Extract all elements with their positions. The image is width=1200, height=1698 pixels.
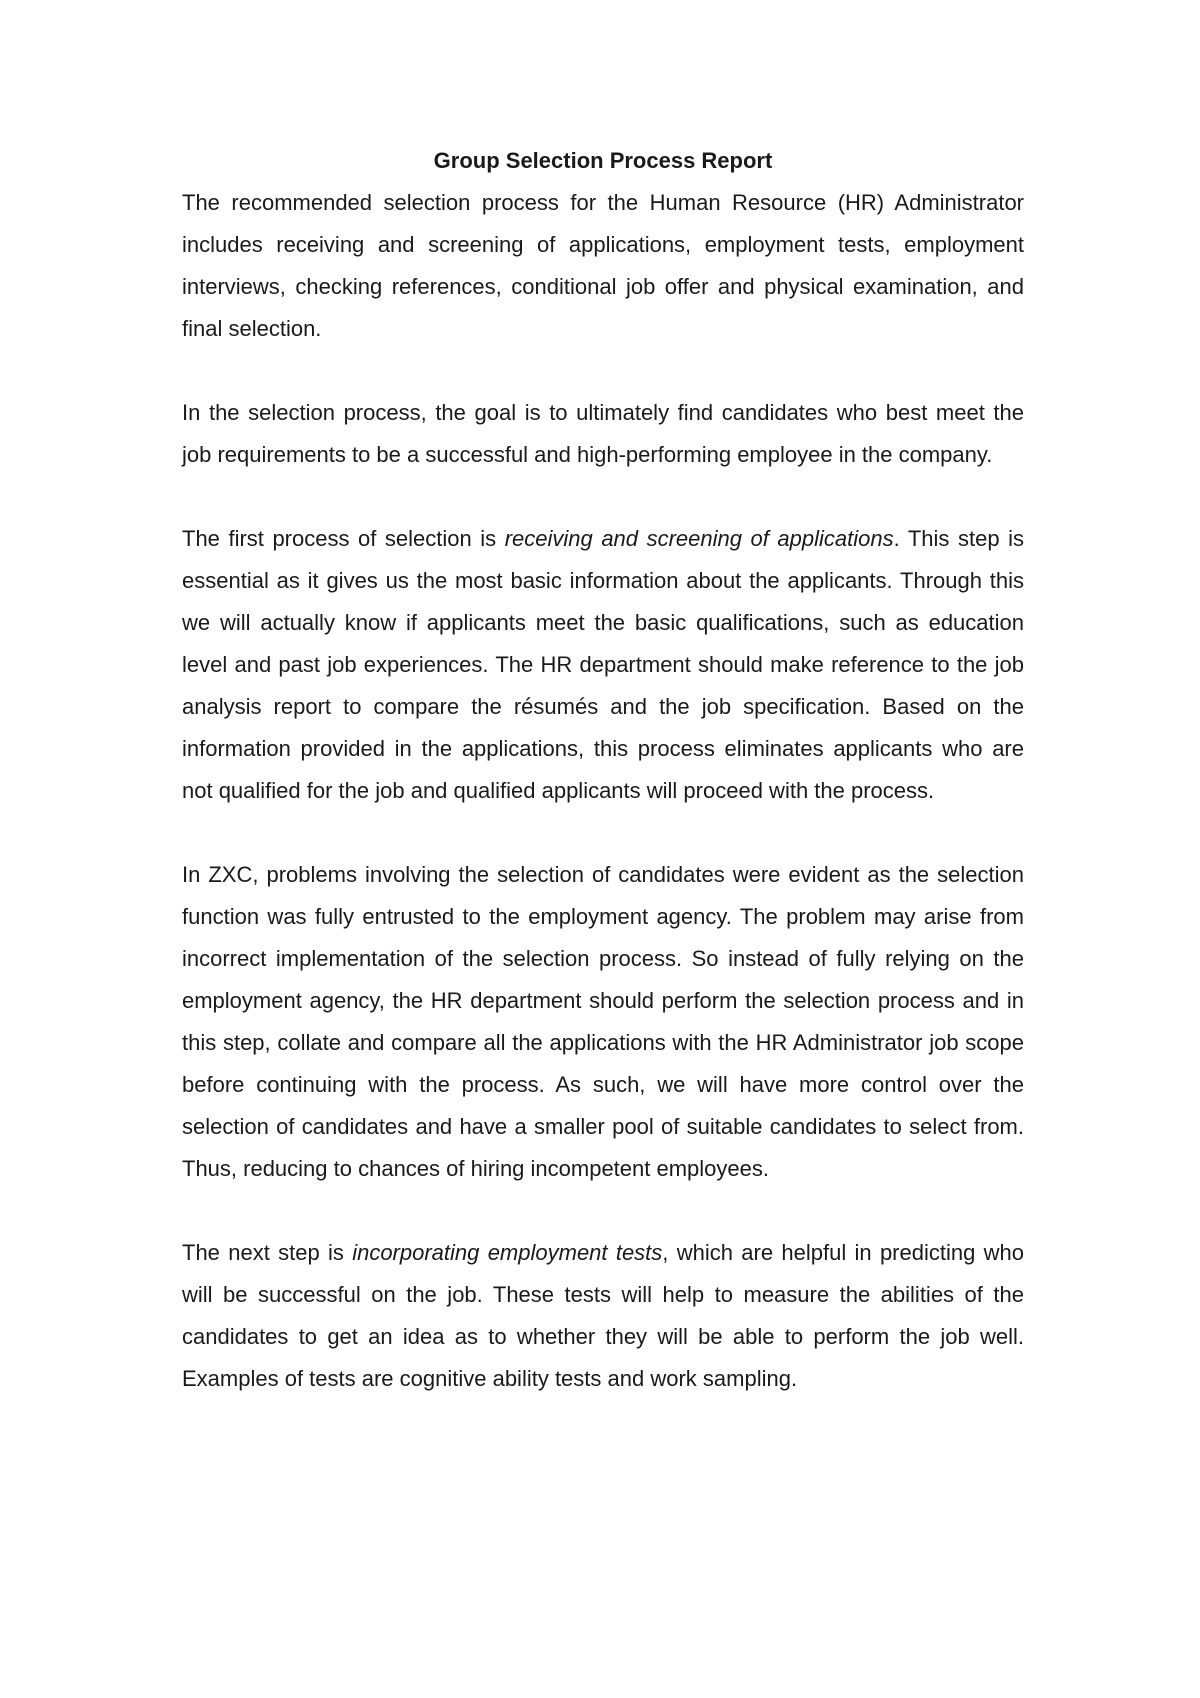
- paragraph-tests-lead: The next step is: [182, 1240, 353, 1265]
- paragraph-screening-emphasis: receiving and screening of applications: [504, 526, 894, 551]
- paragraph-tests-emphasis: incorporating employment tests: [352, 1240, 663, 1265]
- paragraph-tests: [182, 1232, 1024, 1400]
- paragraph-zxc: In ZXC, problems involving the selection of candidates were evident as the selection function was fully entrusted to the employment agency. The problem may arise from incorrect implementation of the selection process. So instead of fully relying on the employment agency, the HR department should perform the selection process and in this step, collate and compare all the applications with the HR Administrator job scope before continuing with the process. As such, we will have more control over the selection of candidates and have a smaller pool of suitable candidates to select from. Thus, reducing to chances of hiring incompetent employees.: [182, 862, 1024, 1181]
- paragraph-screening-lead: The first process of selection is: [182, 526, 505, 551]
- paragraph-goal: In the selection process, the goal is to ultimately find candidates who best meet the job requirements to be a successful and high-performing employee in the company.: [182, 400, 1024, 467]
- paragraph-screening: [182, 518, 1024, 812]
- document-body: [182, 140, 1024, 1400]
- paragraph-screening-rest: . This step is essential as it gives us the most basic information about the applicants. Through this we will actually know if applicants meet the basic qualifications, such as education level and past job experiences. The HR department should make reference to the job analysis report to compare the résumés and the job specification. Based on the information provided in the applications, this process eliminates applicants who are not qualified for the job and qualified applicants will proceed with the process.: [182, 526, 1024, 803]
- paragraph-intro: The recommended selection process for the Human Resource (HR) Administrator includes receiving and screening of applications, employment tests, employment interviews, checking references, conditional job offer and physical examination, and final selection.: [182, 190, 1024, 341]
- paragraph-tests-rest: , which are helpful in predicting who will be successful on the job. These tests will help to measure the abilities of the candidates to get an idea as to whether they will be able to perform the job well. Examples of tests are cognitive ability tests and work sampling.: [182, 1240, 1024, 1391]
- document-title: Group Selection Process Report: [433, 148, 773, 173]
